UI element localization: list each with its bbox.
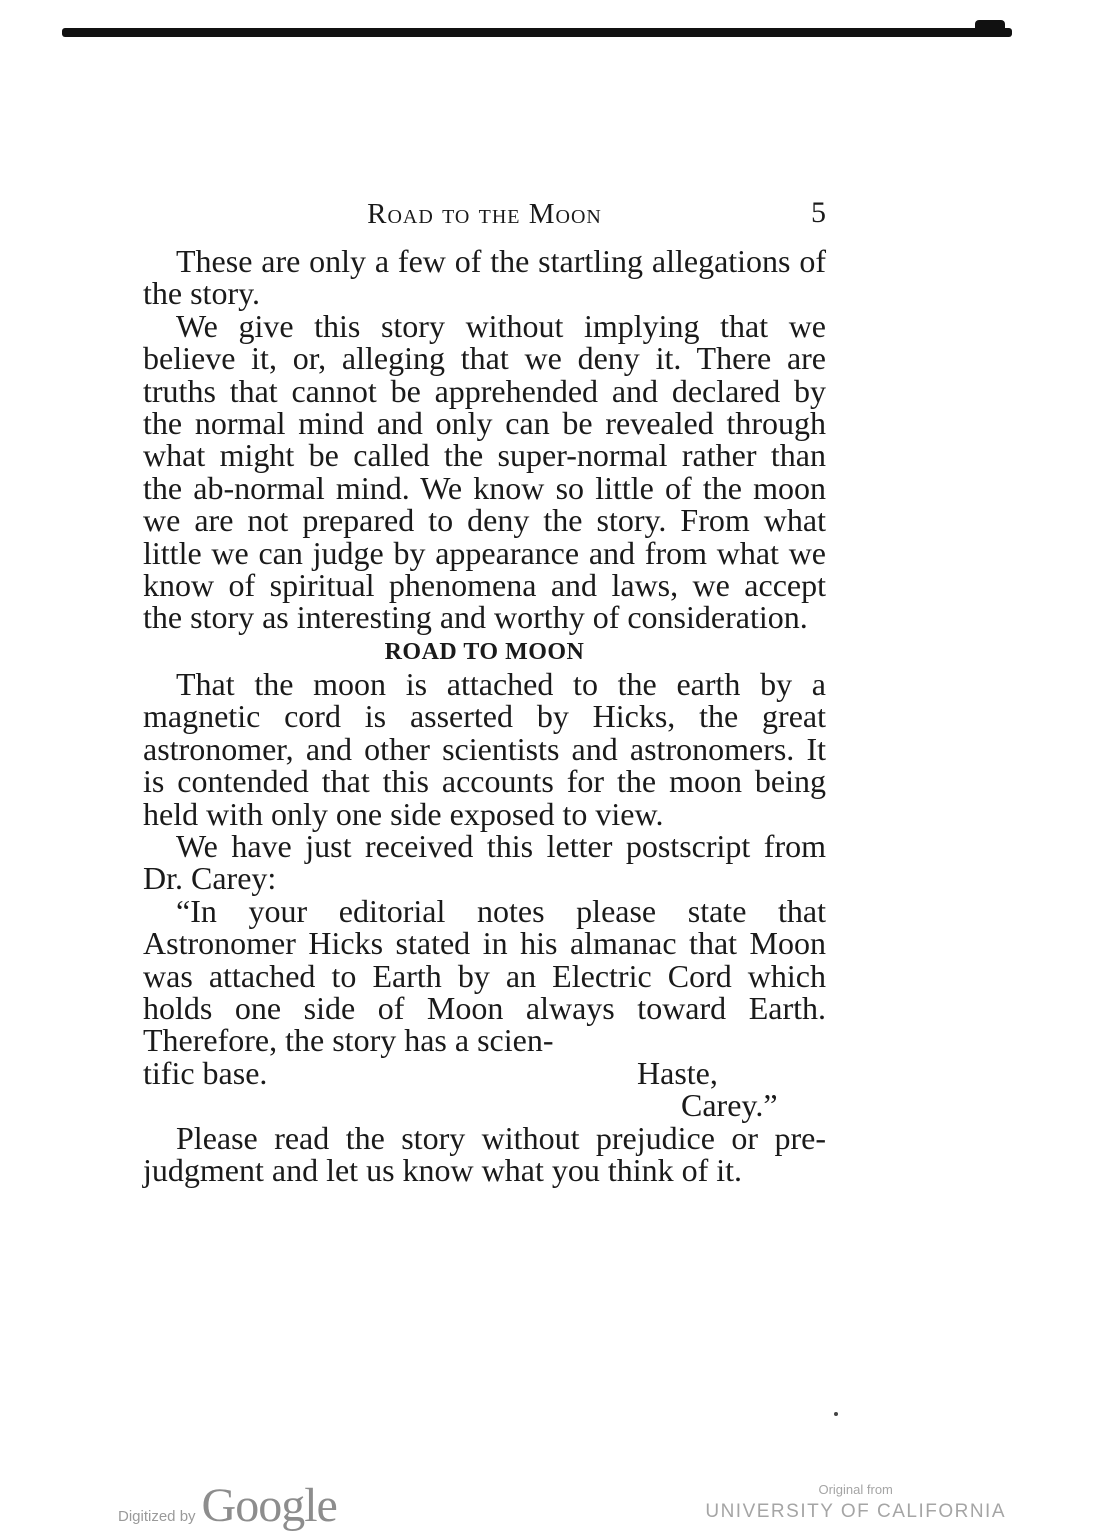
paragraph-5: Please read the story without prejudice or pre-judgment and let us know what you think of it. bbox=[143, 1119, 826, 1188]
section-heading: ROAD TO MOON bbox=[384, 638, 585, 665]
original-from-watermark bbox=[705, 1482, 1006, 1523]
original-from-label: Original from bbox=[818, 1482, 893, 1497]
google-logo: Google bbox=[201, 1479, 337, 1532]
quote-ending: tific base. bbox=[143, 1054, 268, 1091]
top-rule-mark bbox=[975, 20, 1005, 30]
paragraph-3: That the moon is attached to the earth by a magnetic cord is asserted by Hicks, the great astronomer, and other scientists and astronomers. It is contended that this accounts for the moon being held with only one side exposed to view. bbox=[143, 665, 826, 832]
paragraph-4: We have just received this letter postscript from Dr. Carey: bbox=[143, 827, 826, 897]
body-text bbox=[143, 245, 826, 1186]
paragraph-1: These are only a few of the startling allegations of the story. bbox=[143, 243, 826, 312]
signature-haste: Haste, bbox=[637, 1054, 718, 1091]
signature-row bbox=[143, 1054, 826, 1091]
digitized-by-watermark bbox=[118, 1478, 337, 1534]
signature-carey: Carey.” bbox=[681, 1087, 778, 1124]
university-label: UNIVERSITY OF CALIFORNIA bbox=[705, 1501, 1006, 1522]
page-number: 5 bbox=[811, 196, 826, 229]
quoted-letter: “In your editorial notes please state that Astronomer Hicks stated in his almanac that Moon was attached to Earth by an Electric Cord which holds one side of Moon always toward Earth. Therefore, the story has a scien- bbox=[143, 892, 826, 1059]
signature-row-2 bbox=[143, 1087, 826, 1124]
top-rule bbox=[62, 28, 1012, 37]
running-title: Road to the Moon bbox=[367, 198, 602, 230]
ink-speck bbox=[834, 1412, 838, 1416]
digitized-by-label: Digitized by bbox=[118, 1508, 196, 1525]
paragraph-2: We give this story without implying that we believe it, or, alleging that we deny it. There are truths that cannot be apprehended and declared by the normal mind and only can be revealed through what might be called the super-normal rather than the ab-normal mind. We know so little of the moon we are not prepared to deny the story. From what little we can judge by appearance and from what we know of spiritual phenomena and laws, we accept the story as interesting and worthy of consideration. bbox=[143, 307, 826, 636]
running-head bbox=[143, 196, 826, 240]
